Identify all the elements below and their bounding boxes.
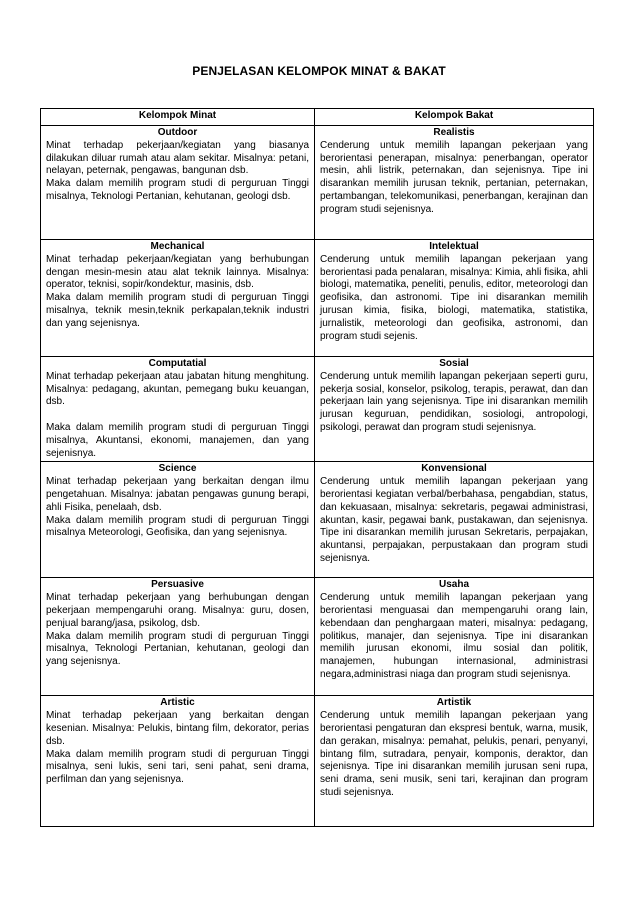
- header-kelompok-minat: Kelompok Minat: [41, 109, 315, 126]
- bakat-cell: [315, 578, 594, 696]
- bakat-cell: [315, 696, 594, 827]
- page-title: PENJELASAN KELOMPOK MINAT & BAKAT: [192, 64, 446, 78]
- bakat-description: Cenderung untuk memilih lapangan pekerjaan yang berorientasi pengaturan dan ekspresi bentuk, warna, musik, dan gerakan, misalnya: pemahat, pelukis, penari, penyanyi, bintang film, sutradara, penyair, komponis, deraktor, dan sejenisnya. Tipe ini disarankan memilih jurusan seni rupa, seni drama, seni musik, seni tari, kerajinan dan program studi sejenisnya.: [320, 710, 588, 798]
- bakat-description: Cenderung untuk memilih lapangan pekerjaan yang berorientasi kegiatan verbal/berbahasa, pengabdian, status, dan kekuasaan, misalnya: sekretaris, pegawai administrasi, akuntan, kasir, pegawai bank, pustakawan, dan sejenisnya. Tipe ini disarankan memilih jurusan Sekretaris, perpajakan, akuntansi, perpajakan, perpustakaan dan program studi sejenisnya.: [320, 476, 588, 564]
- bakat-title: Intelektual: [429, 241, 479, 252]
- interest-talent-table: [40, 108, 594, 827]
- bakat-cell: [315, 357, 594, 462]
- bakat-cell: [315, 462, 594, 578]
- table-row: [41, 462, 594, 578]
- minat-title: Computatial: [148, 358, 207, 369]
- bakat-description: Cenderung untuk memilih lapangan pekerjaan seperti guru, pekerja sosial, konselor, psikolog, terapis, perawat, dan dan pekerjaan lain yang sejenisnya. Tipe ini disarankan memilih jurusan keguruan, pendidikan, sosiologi, antropologi, psikologi, perawat dan program studi sejenisnya.: [320, 370, 588, 433]
- table-row: [41, 240, 594, 357]
- minat-cell: [41, 126, 315, 240]
- bakat-cell: [315, 126, 594, 240]
- bakat-title: Realistis: [433, 127, 475, 138]
- minat-description: Minat terhadap pekerjaan atau jabatan hitung menghitung. Misalnya: pedagang, akuntan, pemegang buku keuangan, dsb. Maka dalam memilih program studi di perguruan Tinggi misalnya, Akuntansi, ekonomi, manajemen, dan yang sejenisnya.: [46, 370, 309, 459]
- minat-description: Minat terhadap pekerjaan yang berhubungan dengan pekerjaan mempengaruhi orang. Misalnya: guru, dosen, penjual barang/jasa, psikolog, dsb. Maka dalam memilih program studi di perguruan Tinggi misalnya, Teknologi Pertanian, kehutanan, geologi dan yang sejenisnya.: [46, 592, 309, 668]
- minat-description: Minat terhadap pekerjaan yang berkaitan dengan kesenian. Misalnya: Pelukis, bintang film, dekorator, perias dsb. Maka dalam memilih program studi di perguruan Tinggi misalnya, seni lukis, seni tari, seni pahat, seni drama, perfilman dan yang sejenisnya.: [46, 710, 309, 786]
- table-row: [41, 578, 594, 696]
- table-row: [41, 696, 594, 827]
- minat-title: Artistic: [160, 697, 195, 709]
- minat-description: Minat terhadap pekerjaan yang berkaitan dengan ilmu pengetahuan. Misalnya: jabatan pengawas gunung berapi, ahli Fisika, penelaah, dsb. Maka dalam memilih program studi di perguruan Tinggi misalnya Meteorologi, Geofisika, dan yang sejenisnya.: [46, 476, 309, 539]
- bakat-title: Artistik: [436, 697, 472, 709]
- header-kelompok-bakat: Kelompok Bakat: [315, 109, 594, 126]
- table-header-row: [41, 109, 594, 126]
- minat-title: Mechanical: [150, 241, 205, 252]
- table-row: [41, 357, 594, 462]
- minat-title: Outdoor: [157, 127, 198, 138]
- minat-description: Minat terhadap pekerjaan/kegiatan yang berhubungan dengan mesin-mesin atau alat teknik lainnya. Misalnya: operator, teknisi, sopir/kondektur, masinis, dsb. Maka dalam memilih program studi di perguruan Tinggi misalnya, teknik mesin,teknik perkapalan,teknik industri dan yang sejenisnya.: [46, 253, 309, 329]
- bakat-description: Cenderung untuk memilih lapangan pekerjaan yang berorientasi pada penalaran, misalnya: Kimia, ahli fisika, ahli biologi, matematika, peneliti, penulis, editor, meteorologi dan geofisika, dan astronomi. Tipe ini disarankan memilih jurusan kimia, fisika, biologi, matematika, statistika, jurnalistik, meteorologi dan geofisika, astronomi, dan program studi sejenis.: [320, 253, 588, 342]
- bakat-title: Usaha: [438, 579, 469, 591]
- bakat-description: Cenderung untuk memilih lapangan pekerjaan yang berorientasi penerapan, misalnya: penerbangan, operator mesin, ahli listrik, peternakan, dan sejenisnya. Tipe ini disarankan memilih jurusan teknik, pertanian, peternakan, pertambangan, telekomunikasi, penerbangan, kerajinan dan program studi sejenisnya.: [320, 139, 588, 215]
- bakat-description: Cenderung untuk memilih lapangan pekerjaan yang berorientasi menguasai dan mempengaruhi orang lain, kebendaan dan penghargaan materi, misalnya: pedagang, politikus, manajer, dan sejenisnya. Tipe ini disarankan memilih jurusan ekonomi, ilmu sosial dan politik, manajemen, hubungan internasional, administrasi negara,administrasi niaga dan program studi sejenisnya.: [320, 592, 588, 680]
- bakat-title: Sosial: [439, 358, 469, 369]
- minat-cell: [41, 357, 315, 462]
- minat-cell: [41, 578, 315, 696]
- bakat-cell: [315, 240, 594, 357]
- bakat-title: Konvensional: [421, 463, 487, 475]
- minat-title: Persuasive: [151, 579, 204, 591]
- minat-cell: [41, 696, 315, 827]
- minat-description: Minat terhadap pekerjaan/kegiatan yang biasanya dilakukan diluar rumah atau alam sekitar. Misalnya: petani, nelayan, peternak, pengawas, bangunan dsb. Maka dalam memilih program studi di perguruan Tinggi misalnya, Teknologi Pertanian, kehutanan, geologi dsb.: [46, 139, 309, 202]
- minat-title: Science: [158, 463, 197, 475]
- minat-cell: [41, 240, 315, 357]
- minat-cell: [41, 462, 315, 578]
- table-row: [41, 126, 594, 240]
